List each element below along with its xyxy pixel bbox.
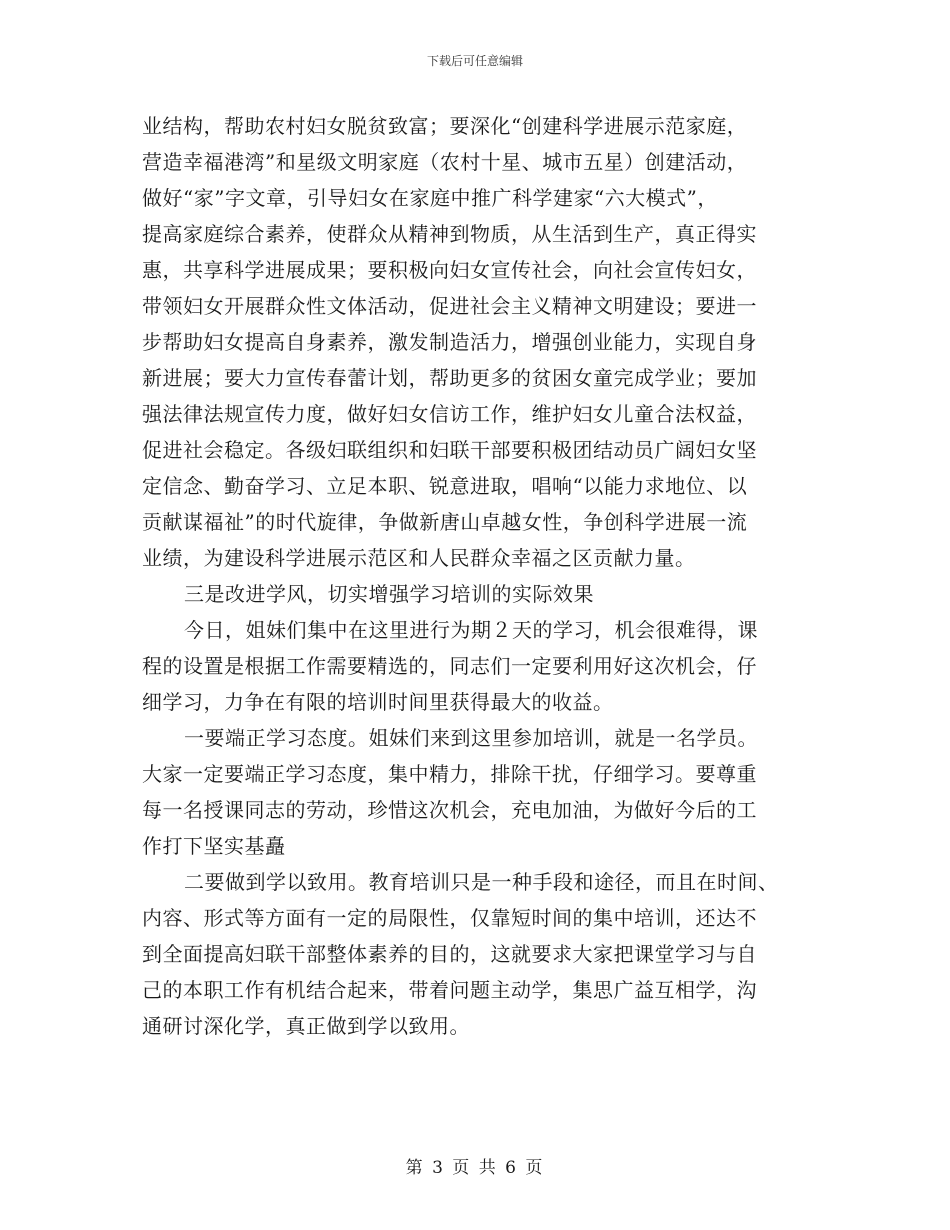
text-line: 业绩，为建设科学进展示范区和人民群众幸福之区贡献力量。 — [142, 546, 696, 570]
text-line: 惠，共享科学进展成果；要积极向妇女宣传社会，向社会宣传妇女， — [142, 258, 757, 282]
text-line: 提高家庭综合素养，使群众从精神到物质，从生活到生产，真正得实 — [142, 222, 757, 246]
paragraph-start: 今日，姐妹们集中在这里进行为期２天的学习，机会很难得，课 — [184, 618, 758, 642]
text-line: 程的设置是根据工作需要精选的，同志们一定要利用好这次机会，仔 — [142, 654, 757, 678]
paragraph-start: 一要端正学习态度。姐妹们来到这里参加培训，就是一名学员。 — [184, 726, 758, 750]
text-line: 贡献谋福祉”的时代旋律，争做新唐山卓越女性，争创科学进展一流 — [142, 510, 748, 534]
text-line: 步帮助妇女提高自身素养，激发制造活力，增强创业能力，实现自身 — [142, 330, 757, 354]
page-footer: 第 3 页 共 6 页 — [405, 1158, 545, 1178]
text-line: 促进社会稳定。各级妇联组织和妇联干部要积极团结动员广阔妇女坚 — [142, 438, 757, 462]
text-line: 到全面提高妇联干部整体素养的目的，这就要求大家把课堂学习与自 — [142, 942, 757, 966]
text-line: 做好“家”字文章，引导妇女在家庭中推广科学建家“六大模式”， — [142, 186, 718, 210]
page-header: 下载后可任意编辑 — [426, 54, 523, 68]
paragraph-start: 二要做到学以致用。教育培训只是一种手段和途径，而且在时间、 — [184, 870, 779, 894]
text-line: 营造幸福港湾”和星级文明家庭（农村十星、城市五星）创建活动， — [142, 150, 748, 174]
text-line: 带领妇女开展群众性文体活动，促进社会主义精神文明建设；要进一 — [142, 294, 757, 318]
text-line: 大家一定要端正学习态度，集中精力，排除干扰，仔细学习。要尊重 — [142, 762, 757, 786]
section-heading: 三是改进学风，切实增强学习培训的实际效果 — [184, 582, 594, 606]
text-line: 细学习，力争在有限的培训时间里获得最大的收益。 — [142, 690, 614, 714]
text-line: 定信念、勤奋学习、立足本职、锐意进取，唱响“以能力求地位、以 — [142, 474, 748, 498]
text-line: 内容、形式等方面有一定的局限性，仅靠短时间的集中培训，还达不 — [142, 906, 757, 930]
text-line: 作打下坚实基矗 — [142, 834, 286, 858]
text-line: 业结构，帮助农村妇女脱贫致富；要深化“创建科学进展示范家庭， — [142, 114, 748, 138]
text-line: 己的本职工作有机结合起来，带着问题主动学，集思广益互相学，沟 — [142, 978, 757, 1002]
text-line: 强法律法规宣传力度，做好妇女信访工作，维护妇女儿童合法权益， — [142, 402, 757, 426]
text-line: 每一名授课同志的劳动，珍惜这次机会，充电加油，为做好今后的工 — [142, 798, 757, 822]
text-line: 通研讨深化学，真正做到学以致用。 — [142, 1014, 470, 1038]
body-text — [142, 108, 818, 1044]
text-line: 新进展；要大力宣传春蕾计划，帮助更多的贫困女童完成学业；要加 — [142, 366, 757, 390]
